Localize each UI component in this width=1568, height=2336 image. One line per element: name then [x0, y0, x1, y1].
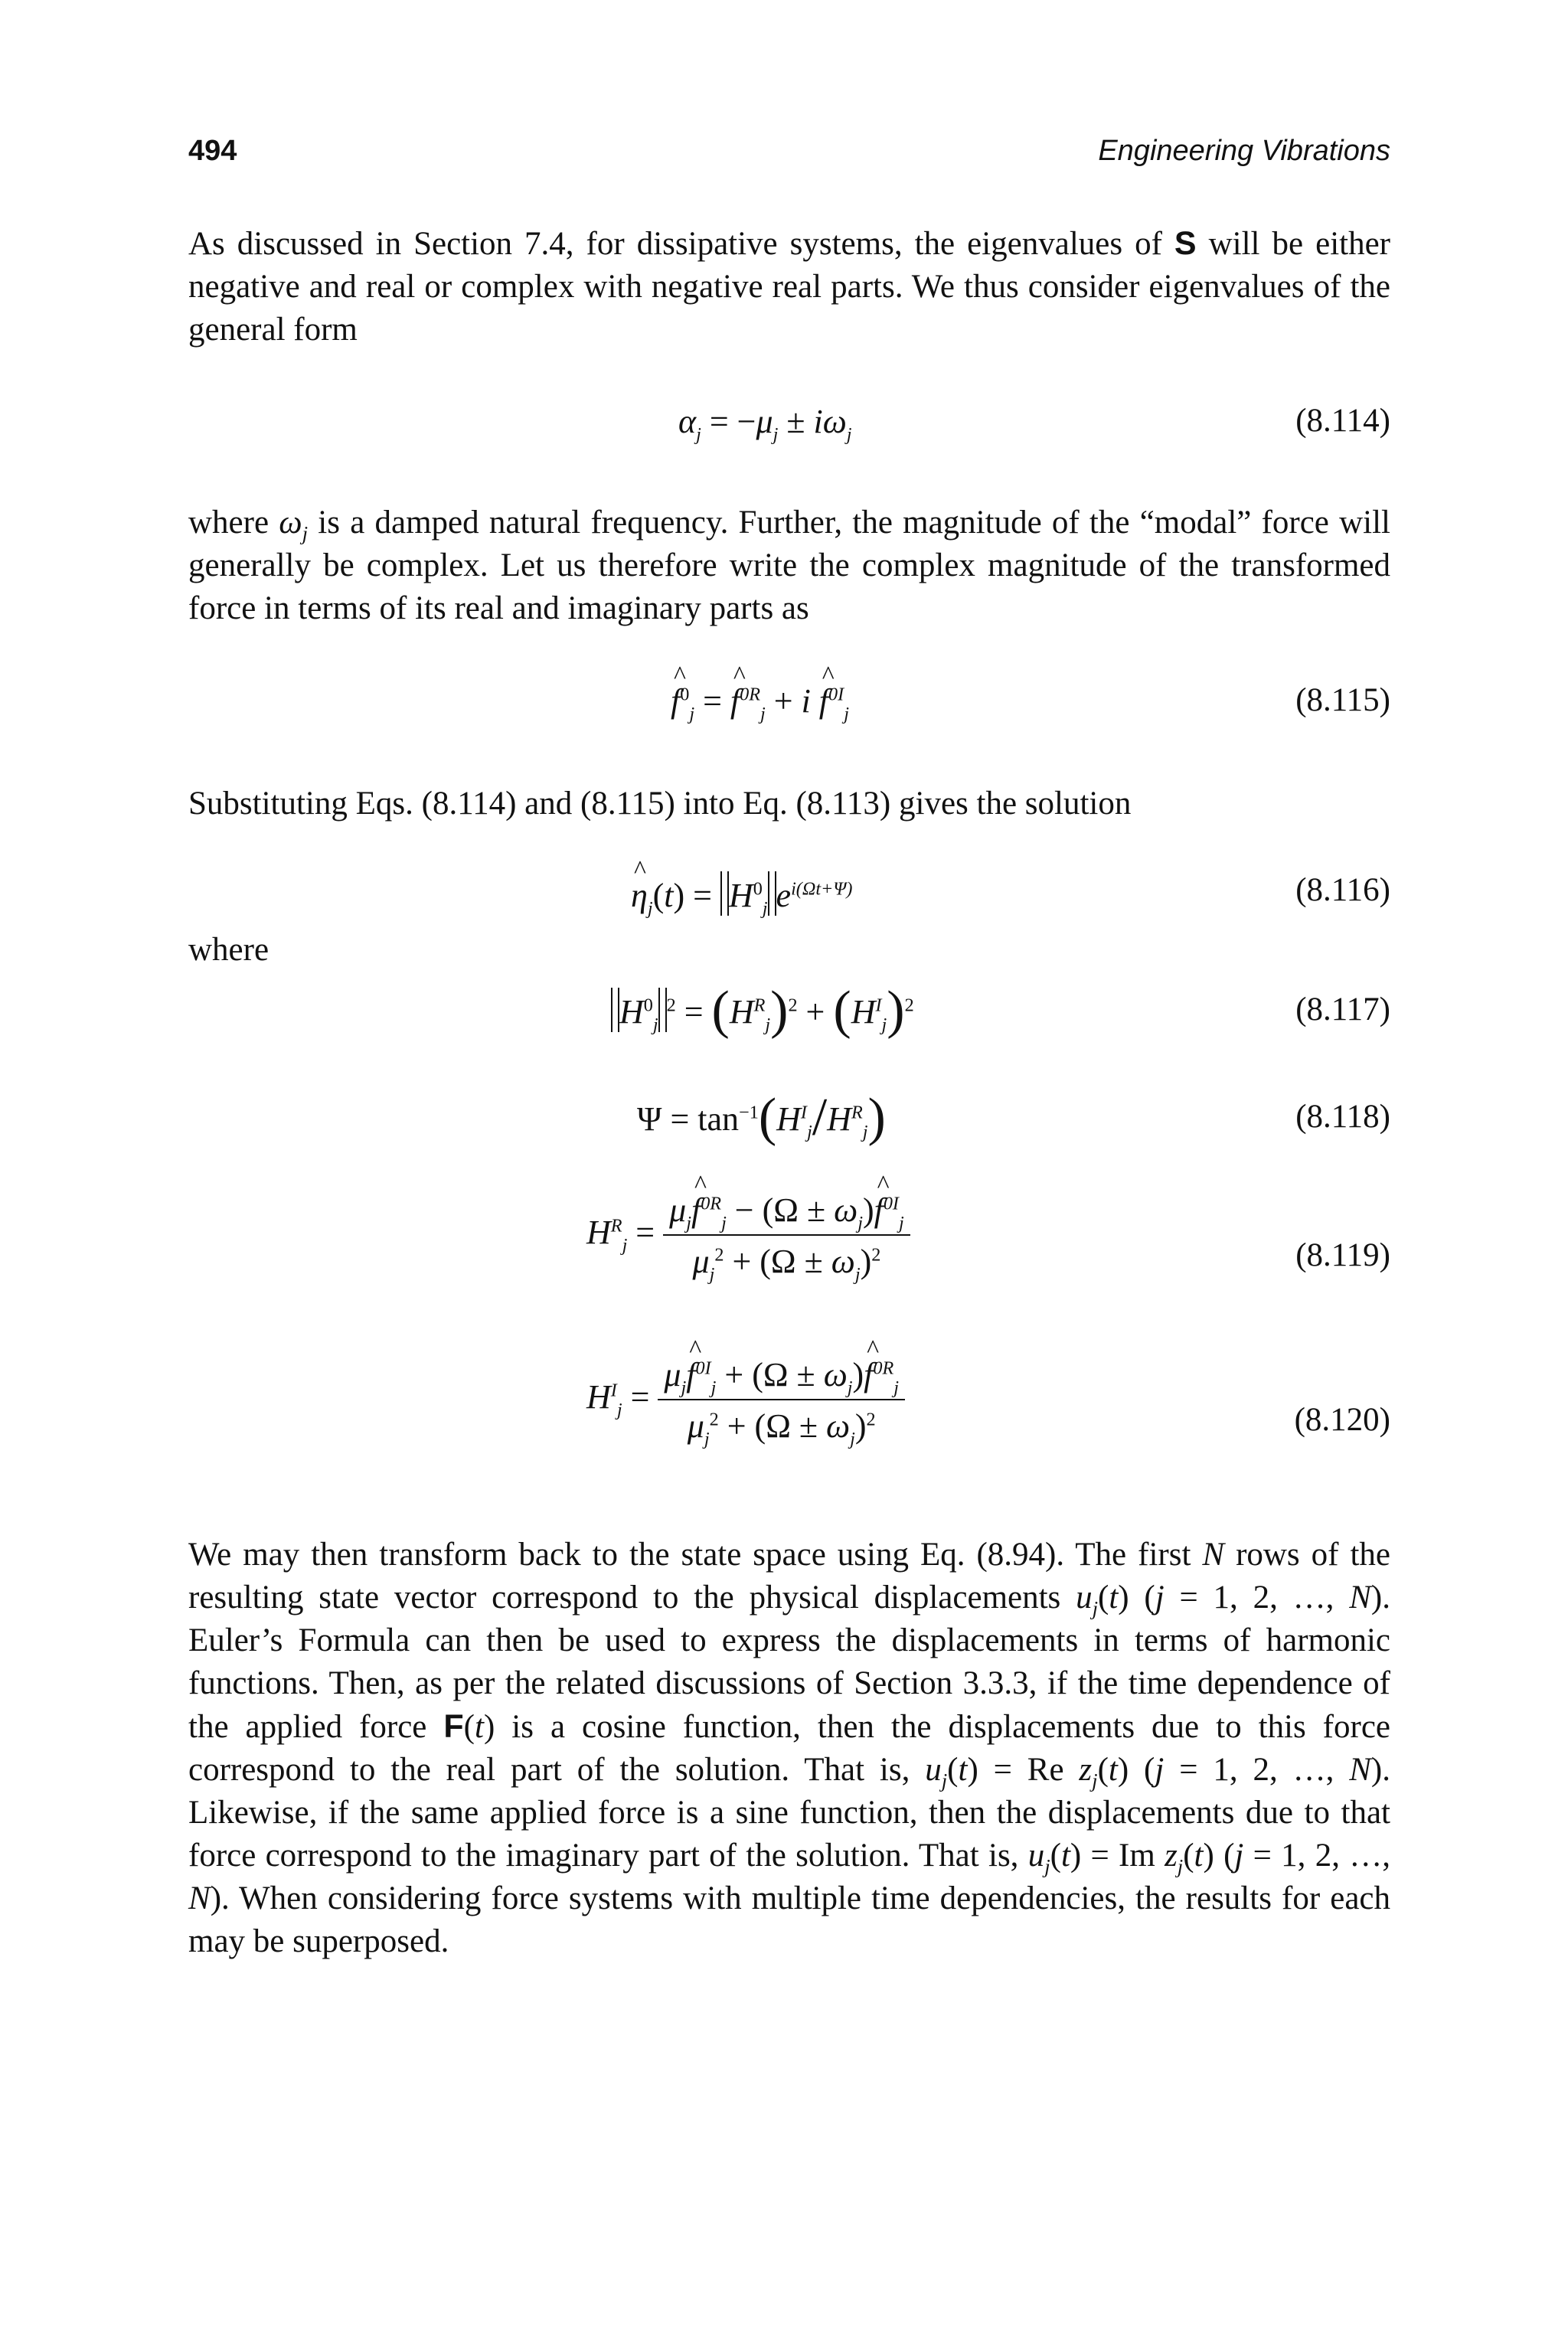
- paragraph-modal-force: where $\omega_j$ is a damped natural frequency. Further, the magnitude of the “modal” force will generally be complex. Let us therefore write the complex magnitude of the transformed force in terms of its real and imaginary parts as: [188, 505, 1391, 626]
- fraction: [663, 1191, 910, 1285]
- equation-number: (8.117): [1295, 992, 1390, 1028]
- equation-8-118: [188, 1087, 1390, 1156]
- equation-number: (8.120): [1294, 1402, 1390, 1438]
- denominator: $\mu_j^2 + (\Omega \pm \omega_j)^2$: [687, 1407, 876, 1449]
- equation-number: (8.118): [1295, 1099, 1390, 1135]
- paragraph-state-space: We may then transform back to the state space using Eq. (8.94). The first N rows of the resulting state vector correspond to the physical displacements $u_j(t) (j = 1$, 2, …, N). Euler’s Formula can then be used to express the displacements in terms of harmonic functions. Then, as per the related discussions of Section 3.3.3, if the time dependence of the applied force F(t) is a cosine function, then the displacements due to this force correspond to the real part of the solution. That is, $u_j(t) = Re$ $z_j(t) (j = 1$, 2, …, N). Likewise, if the same applied force is a sine function, then the displacements due to that force correspond to the imaginary part of the solution. That is, $u_j(t) = Im$ $z_j(t) (j = 1$, 2, …, N). When considering force systems with multiple time dependencies, the results for each may be superposed.: [188, 1537, 1390, 1959]
- equation-body: $H^I_j$ = $\frac{\mu_j\^{} f^{0I}_j + (\Omega \pm \omega_j)\^{} f^{0R}_j}{\mu_j^2 + (\Omega \pm \omega_j)^2}$: [586, 1355, 905, 1446]
- equation-body: ^ $\eta_j(t) = H^0_j$ $e^{i(\Omega t+\Psi)}$: [631, 871, 852, 916]
- numerator: $\mu_j\^{}$ $f^{0I}_j + (\Omega$ ± $\omega_j)\^{}$ $f^{0R}_j$: [658, 1355, 905, 1400]
- equation-body: $H^R_j$ = $\frac{\mu_j\^{} f^{0R}_j - (\Omega \pm \omega_j)\^{} f^{0I}_j}{\mu_j^2 + (\Omega \pm \omega_j)^2}$: [586, 1191, 910, 1281]
- equation-body: $H^0_j^2 = (H^R_j)^2 + (H^I_j)^2$: [611, 980, 914, 1041]
- where-label: where: [188, 932, 270, 968]
- equation-8-116: [188, 871, 1390, 933]
- equation-body: $\alpha_j = -\mu_j \pm i\omega_j$: [678, 403, 852, 445]
- equation-8-120: [188, 1355, 1390, 1485]
- equation-8-114: [188, 402, 1390, 448]
- denominator: $\mu_j^2 + (\Omega \pm \omega_j)^2$: [692, 1243, 881, 1285]
- equation-number: (8.114): [1295, 403, 1390, 439]
- equation-8-119: [188, 1191, 1390, 1321]
- equation-number: (8.119): [1295, 1237, 1390, 1273]
- fraction: [658, 1355, 905, 1449]
- equation-number: (8.115): [1295, 682, 1390, 718]
- page-number: 494: [188, 135, 237, 167]
- equation-8-115: [188, 681, 1390, 735]
- matrix-S: S: [1174, 225, 1197, 262]
- equation-body: $\Psi = \tan^{-1}(H^I_j/H^R_j)$: [637, 1088, 886, 1147]
- paragraph-eigenvalues: As discussed in Section 7.4, for dissipative systems, the eigenvalues of S will be either negative and real or complex with negative real parts. We thus consider eigenvalues of the general form: [188, 225, 1390, 348]
- paragraph-substituting: Substituting Eqs. (8.114) and (8.115) into Eq. (8.113) gives the solution: [188, 786, 1132, 822]
- equation-number: (8.116): [1295, 872, 1390, 908]
- running-title: Engineering Vibrations: [1098, 135, 1390, 167]
- equation-body: ^ $f^0_j$ = ^ $f^{0R}_j + i$ ^ $f^{0I}_j$: [671, 681, 849, 720]
- page-header: [188, 135, 1390, 173]
- numerator: $\mu_j\^{}$ $f^{0R}_j - (\Omega$ ± $\omega_j)\^{}$ $f^{0I}_j$: [663, 1191, 910, 1236]
- equation-8-117: [188, 980, 1390, 1049]
